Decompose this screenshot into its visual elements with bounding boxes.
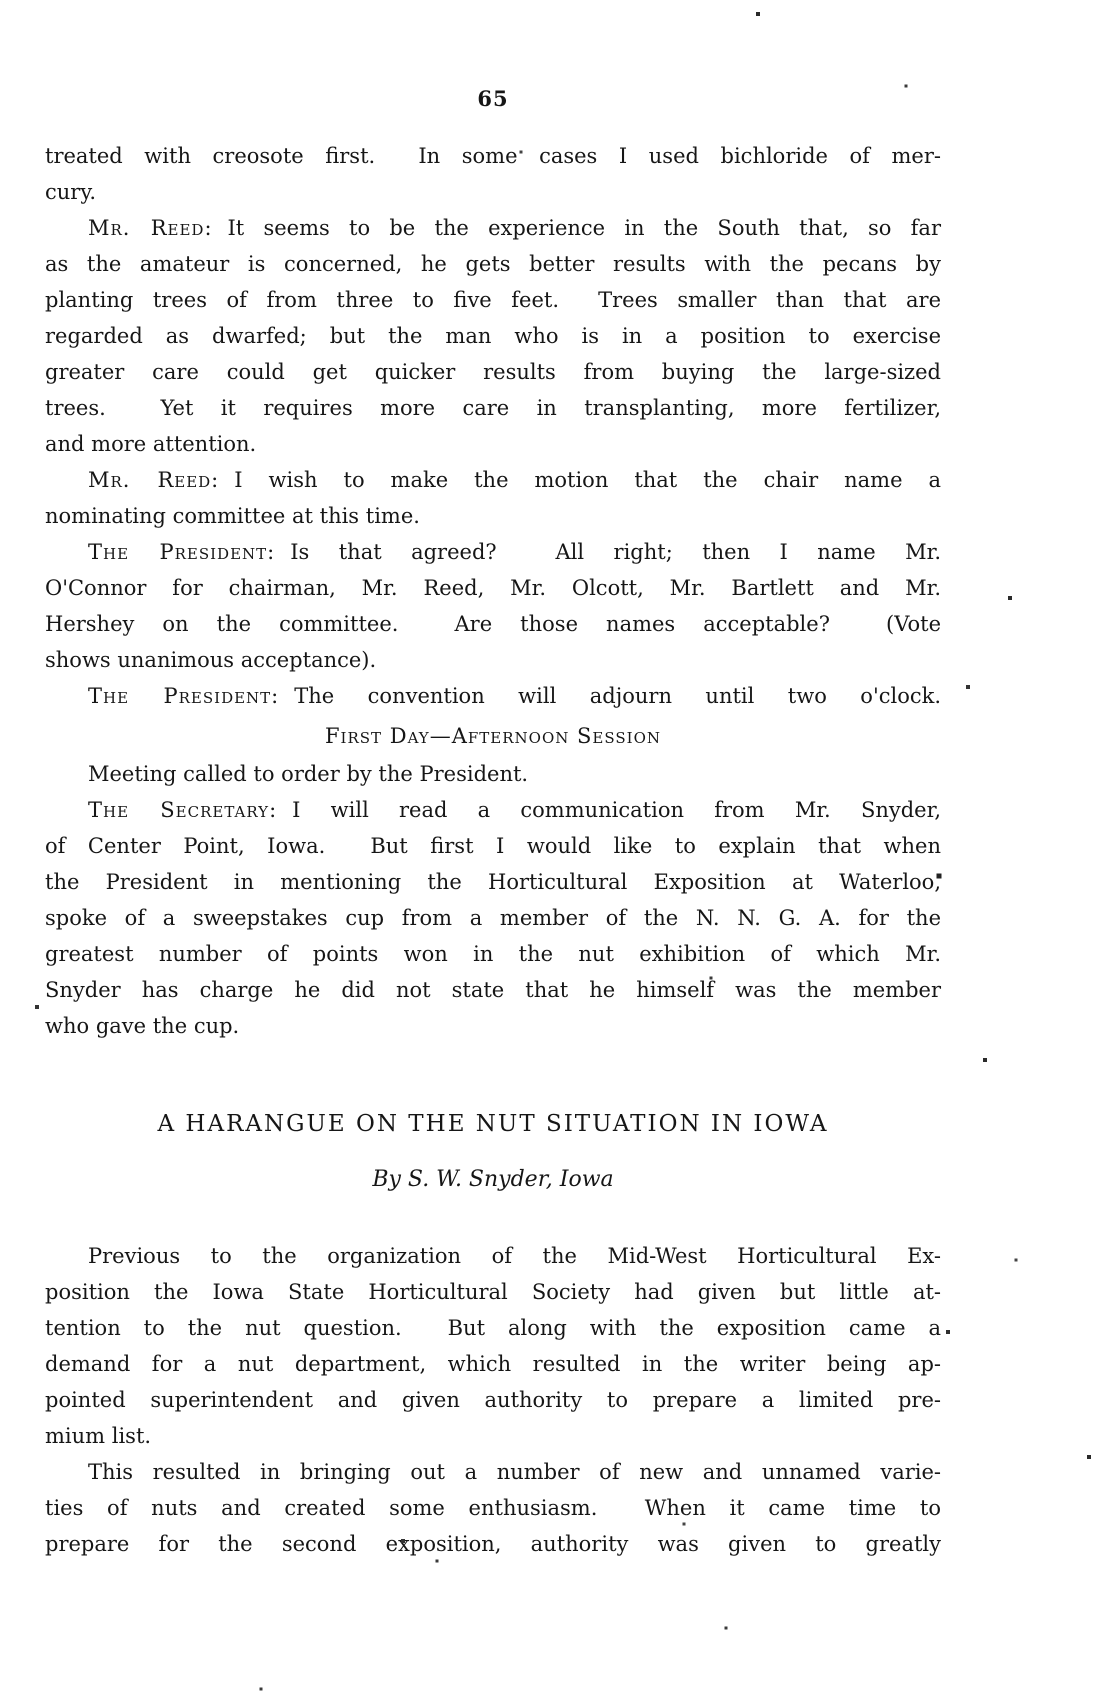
paragraph — [45, 210, 941, 462]
speaker-label: The President: — [88, 684, 280, 708]
paragraph — [45, 462, 941, 534]
speaker-label: The Secretary: — [88, 798, 278, 822]
speaker-label: The President: — [88, 540, 276, 564]
text-line: who gave the cup. — [45, 1014, 240, 1038]
text-line: greatest number of points won in the nut exhibition of which Mr. — [45, 942, 941, 966]
text-line: The President: The convention will adjourn until two o'clock. — [88, 684, 941, 708]
speaker-label: Mr. Reed: — [88, 468, 220, 492]
text-line: Previous to the organization of the Mid-West Horticultural Ex- — [88, 1244, 941, 1268]
text-line: and more attention. — [45, 432, 257, 456]
speaker-label: Mr. Reed: — [88, 216, 213, 240]
text-line: trees. Yet it requires more care in transplanting, more fertilizer, — [45, 396, 941, 420]
text-line: ties of nuts and created some enthusiasm. When it came time to — [45, 1496, 941, 1520]
text-line: position the Iowa State Horticultural Society had given but little at- — [45, 1280, 941, 1304]
session-heading: First Day—Afternoon Session — [324, 724, 662, 748]
text-line: prepare for the second exposition, authority was given to greatly — [45, 1532, 941, 1556]
paragraph — [45, 792, 941, 1044]
paragraph — [45, 1454, 941, 1562]
text-line: pointed superintendent and given authority to prepare a limited pre- — [45, 1388, 941, 1412]
text-column — [45, 138, 941, 1562]
text-line: O'Connor for chairman, Mr. Reed, Mr. Olcott, Mr. Bartlett and Mr. — [45, 576, 941, 600]
text-line: tention to the nut question. But along with the exposition came a — [45, 1316, 941, 1340]
text-line: treated with creosote first. In some cases I used bichloride of mer- — [45, 144, 941, 168]
article-title: A HARANGUE ON THE NUT SITUATION IN IOWA — [157, 1111, 829, 1137]
text-line: demand for a nut department, which resulted in the writer being ap- — [45, 1352, 941, 1376]
text-line: the President in mentioning the Horticultural Exposition at Waterloo, — [45, 870, 941, 894]
paragraph — [45, 756, 941, 792]
text-line: nominating committee at this time. — [45, 504, 420, 528]
text-line: shows unanimous acceptance). — [45, 648, 377, 672]
paragraph — [45, 534, 941, 678]
text-line: The Secretary: I will read a communication from Mr. Snyder, — [88, 798, 941, 822]
text-line: of Center Point, Iowa. But first I would like to explain that when — [45, 834, 941, 858]
text-line: Meeting called to order by the President. — [88, 762, 529, 786]
paragraph — [45, 1238, 941, 1454]
text-line: planting trees of from three to five feet. Trees smaller than that are — [45, 288, 941, 312]
text-line: greater care could get quicker results from buying the large-sized — [45, 360, 941, 384]
text-line: Mr. Reed: It seems to be the experience in the South that, so far — [88, 216, 941, 240]
text-line: spoke of a sweepstakes cup from a member of the N. N. G. A. for the — [45, 906, 941, 930]
scan-speckles — [0, 0, 2, 2]
text-line: regarded as dwarfed; but the man who is in a position to exercise — [45, 324, 941, 348]
text-line: The President: Is that agreed? All right; then I name Mr. — [88, 540, 941, 564]
paragraph — [45, 678, 941, 714]
page-number: 65 — [477, 86, 509, 111]
byline: By S. W. Snyder, Iowa — [372, 1167, 614, 1192]
paragraph — [45, 138, 941, 210]
text-line: mium list. — [45, 1424, 152, 1448]
text-line: This resulted in bringing out a number of new and unnamed varie- — [88, 1460, 941, 1484]
text-line: cury. — [45, 180, 97, 204]
text-line: Snyder has charge he did not state that he himself was the member — [45, 978, 941, 1002]
text-line: Mr. Reed: I wish to make the motion that the chair name a — [88, 468, 941, 492]
text-line: Hershey on the committee. Are those names acceptable? (Vote — [45, 612, 941, 636]
text-line: as the amateur is concerned, he gets better results with the pecans by — [45, 252, 941, 276]
